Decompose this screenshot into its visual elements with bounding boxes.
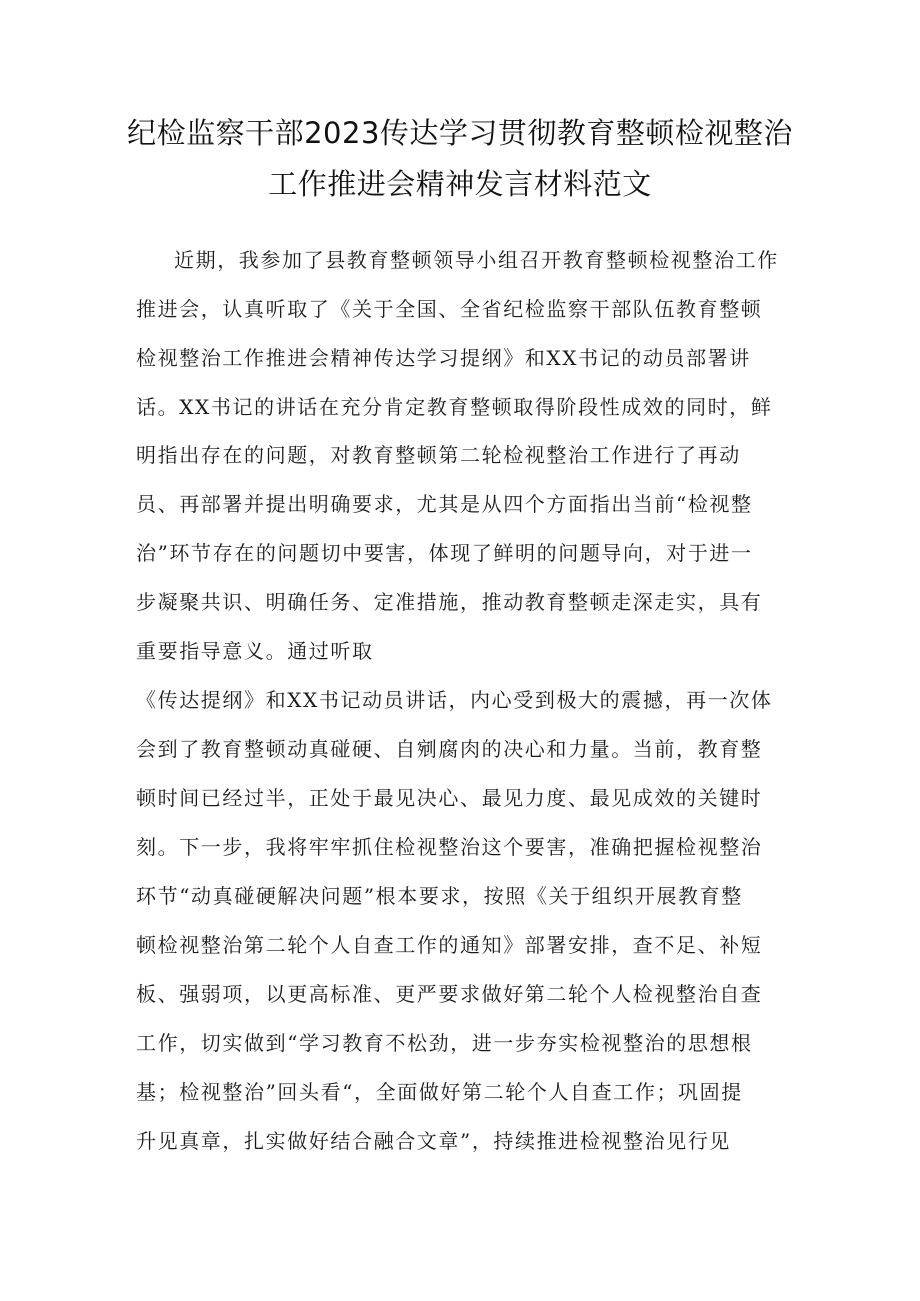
document-title-line-1: 纪检监察干部2023传达学习贯彻教育整顿检视整治 bbox=[127, 116, 793, 150]
body-line-6: 员、再部署并提出明确要求，尤其是从四个方面指出当前“检视整 bbox=[136, 492, 753, 516]
body-line-19: 升见真章，扎实做好结合融合文章”，持续推进检视整治见行见 bbox=[136, 1129, 732, 1153]
body-line-2: 推进会，认真听取了《关于全国、全省纪检监察干部队伍教育整顿 bbox=[136, 297, 763, 321]
document-title-line-2: 工作推进会精神发言材料范文 bbox=[268, 167, 652, 201]
body-line-14: 环节“动真碰硬解决问题”根本要求，按照《关于组织开展教育整 bbox=[136, 884, 743, 908]
body-line-18: 基；检视整治”回头看“，全面做好第二轮个人自查工作；巩固提 bbox=[136, 1080, 743, 1104]
body-line-3: 检视整治工作推进会精神传达学习提纲》和XX书记的动员部署讲 bbox=[136, 346, 751, 370]
body-line-16: 板、强弱项，以更高标准、更严要求做好第二轮个人检视整治自查 bbox=[136, 982, 763, 1006]
body-line-10: 《传达提纲》和XX书记动员讲话，内心受到极大的震撼，再一次体 bbox=[136, 688, 773, 712]
body-line-1: 近期，我参加了县教育整顿领导小组召开教育整顿检视整治工作 bbox=[174, 248, 779, 272]
body-line-13: 刻。下一步，我将牢牢抓住检视整治这个要害，准确把握检视整治 bbox=[136, 835, 763, 859]
body-line-17: 工作，切实做到“学习教育不松劲，进一步夯实检视整治的思想根 bbox=[136, 1031, 753, 1055]
body-line-11: 会到了教育整顿动真碰硬、自剜腐肉的决心和力量。当前，教育整 bbox=[136, 737, 763, 761]
body-line-7: 治”环节存在的问题切中要害，体现了鲜明的问题导向，对于进一 bbox=[136, 541, 753, 565]
body-line-8: 步凝聚共识、明确任务、定准措施，推动教育整顿走深走实，具有 bbox=[136, 590, 763, 614]
body-line-15: 顿检视整治第二轮个人自查工作的通知》部署安排，查不足、补短 bbox=[136, 933, 763, 957]
body-line-5: 明指出存在的问题，对教育整顿第二轮检视整治工作进行了再动 bbox=[136, 443, 741, 467]
body-line-9: 重要指导意义。通过听取 bbox=[136, 639, 374, 663]
body-line-12: 顿时间已经过半，正处于最见决心、最见力度、最见成效的关键时 bbox=[136, 786, 763, 810]
body-line-4: 话。XX书记的讲话在充分肯定教育整顿取得阶段性成效的同时，鲜 bbox=[136, 395, 773, 419]
